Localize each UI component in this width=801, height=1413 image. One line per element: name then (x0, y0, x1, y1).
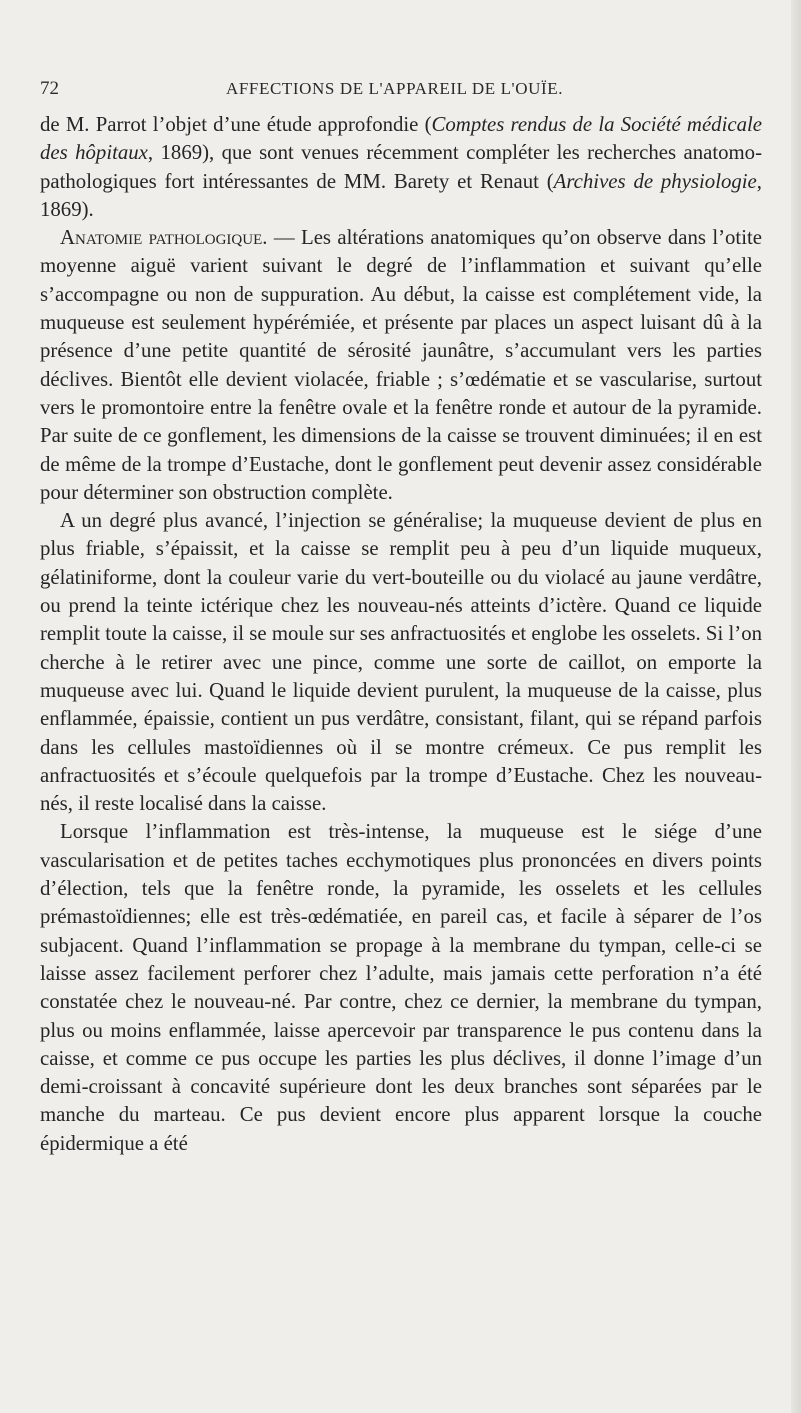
section-heading: Anatomie pathologique. (60, 226, 268, 250)
paragraph (40, 507, 762, 818)
running-head: AFFECTIONS DE L'APPAREIL DE L'OUÏE. (226, 79, 564, 98)
text-run: , 1869), que sont venues récemment compléter les recherches anatomo-pathologiques fort intéressantes de MM. Barety et Renaut ( (40, 141, 763, 193)
page-header (40, 78, 760, 104)
text-run: Lorsque l’inflammation est très-intense, la muqueuse est le siége d’une vascularisation et de petites taches ecchymotiques plus prononcées en divers points d’élection, tels que la fenêtre ronde, la pyramide, les osselets et les cellules prémastoïdiennes; elle est très-œdématiée, en pareil cas, et facile à séparer de l’os subjacent. Quand l’inflammation se propage à la membrane du tympan, celle-ci se laisse assez facilement perforer chez l’adulte, mais jamais cette perforation n’a été constatée chez le nouveau-né. Par contre, chez ce dernier, la membrane du tympan, plus ou moins enflammée, laisse apercevoir par transparence le pus contenu dans la caisse, et comme ce pus occupe les parties les plus déclives, il donne l’image d’un demi-croissant à concavité supérieure dont les deux branches sont séparées par le manche du marteau. Ce pus devient encore plus apparent lorsque la couche épidermique a été (40, 820, 762, 1155)
text-run: de M. Parrot l’objet d’une étude approfondie ( (40, 113, 432, 136)
page-edge-shadow (791, 0, 801, 1413)
text-run: — Les altérations anatomiques qu’on observe dans l’otite moyenne aiguë varient suivant le degré de l’inflammation et suivant qu’elle s’accompagne ou non de suppuration. Au début, la caisse est complétement vide, la muqueuse est seulement hypérémiée, et présente par places un aspect luisant dû à la présence d’une petite quantité de sérosité jaunâtre, s’accumulant vers les parties déclives. Bientôt elle devient violacée, friable ; s’œdématie et se vascularise, surtout vers le promontoire entre la fenêtre ovale et la fenêtre ronde et autour de la pyramide. Par suite de ce gonflement, les dimensions de la caisse se trouvent diminuées; il en est de même de la trompe d’Eustache, dont le gonflement peut devenir assez considérable pour déterminer son obstruction complète. (40, 226, 762, 504)
page-number: 72 (40, 78, 59, 99)
text-run: , 1869). (40, 169, 762, 221)
citation-title: Archives de physiologie (553, 169, 757, 193)
citation-title: Comptes rendus de la Société médicale des hôpitaux (40, 113, 762, 165)
paragraph (40, 111, 762, 224)
body-text (40, 111, 762, 1158)
text-run: A un degré plus avancé, l’injection se généralise; la muqueuse devient de plus en plus friable, s’épaissit, et la caisse se remplit peu à peu d’un liquide muqueux, gélatiniforme, dont la couleur varie du vert-bouteille ou du violacé au jaune verdâtre, ou prend la teinte ictérique chez les nouveau-nés atteints d’ictère. Quand ce liquide remplit toute la caisse, il se moule sur ses anfractuosités et englobe les osselets. Si l’on cherche à le retirer avec une pince, comme une sorte de caillot, on emporte la muqueuse avec lui. Quand le liquide devient purulent, la muqueuse de la caisse, plus enflammée, épaissie, contient un pus verdâtre, consistant, filant, qui se répand parfois dans les cellules mastoïdiennes où il se montre crémeux. Ce pus remplit les anfractuosités et s’écoule quelquefois par la trompe d’Eustache. Chez les nouveau-nés, il reste localisé dans la caisse. (40, 509, 762, 816)
paragraph (40, 224, 762, 507)
paragraph (40, 818, 762, 1158)
